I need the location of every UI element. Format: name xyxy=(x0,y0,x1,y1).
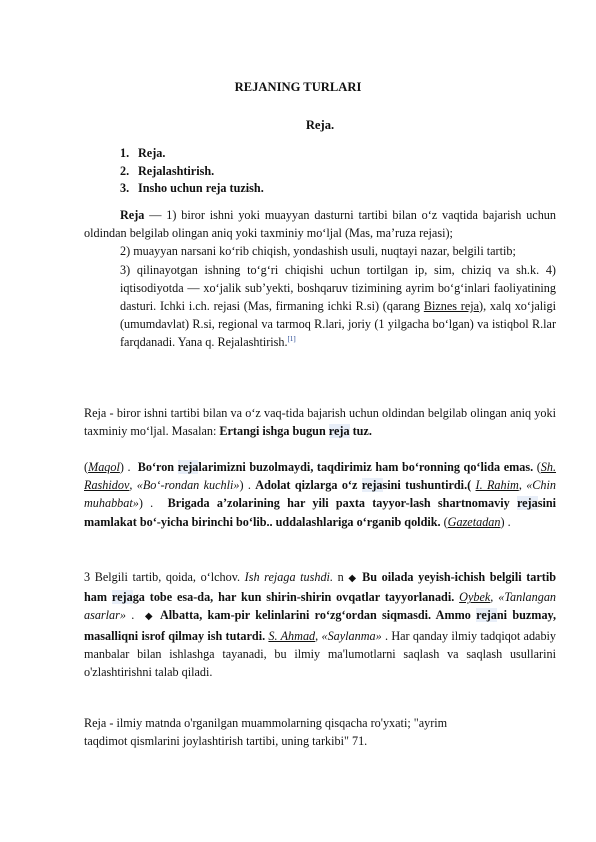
list-item: 3. Insho uchun reja tuzish. xyxy=(120,181,264,195)
author-link[interactable]: I. Rahim xyxy=(475,478,519,493)
diamond-icon: ◆ xyxy=(144,611,155,623)
definition-p3: 3) qilinayotgan ishning to‘g‘ri chiqishi uchun tortilgan ip, sim, chiziq va sh.k. 4) iqtisodiyotda — xo‘jalik sub’yekti, boshqaruv tizimining ayrim bo‘g‘inlari faoliyatining dasturi. Ichki i.ch. rejasi (Mas, firmaning ichki R.si) (qarang Biznes reja), xalq xo‘jaligi (umumdavlat) R.si, regional va tarmoq R.lari, joriy (1 yilgacha bo‘lgan) va istiqbol R.lar farqdanadi. Yana q. Rejalashtirish.[1] xyxy=(120,262,556,350)
paragraph-3: 3 Belgili tartib, qoida, o‘lchov. Ish rejaga tushdi. n ◆ Bu oilada yeyish-ichish belgili tartib ham rejaga tobe esa-da, har kun shirin-shirin ovqatlar tayyorlanadi. Oybek, «Tanlangan asarlar» . ◆ Albatta, kam-pir kelinlarini ro‘zg‘ordan siqmasdi. Ammo rejani buzmay, masalliqni isrof qilmay ish tutardi. S. Ahmad, «Saylanma» . Har qanday ilmiy tadqiqot adabiy manbalar bilan ishlashga tayanadi, bu ilmiy ma'lumotlarni saqlash va saqlash usullarini o'zlashtirishni talab qiladi. xyxy=(84,570,557,680)
page-subtitle: Reja. xyxy=(305,118,335,132)
plan-list xyxy=(120,144,264,197)
paragraph-1: Reja - biror ishni tartibi bilan va o‘z vaq-tida bajarish uchun oldindan belgilab olingan aniq yoki taxminiy mo‘ljal. Masalan: Ertangi ishga bugun reja tuz. xyxy=(84,406,556,439)
biznes-reja-link[interactable]: Biznes reja xyxy=(423,299,480,314)
definition-p2: 2) muayyan narsani ko‘rib chiqish, yondashish usuli, nuqtayi nazar, belgili tartib; xyxy=(120,244,516,259)
source-link[interactable]: Maqol xyxy=(88,460,120,474)
diamond-icon: ◆ xyxy=(348,573,358,584)
paragraph-4: Reja - ilmiy matnda o'rganilgan muammolarning qisqacha ro'yxati; "ayrim taqdimot qismlarini joylashtirish tartibi, uning tarkibi" 71. xyxy=(84,716,448,749)
definition-p1: Reja — 1) biror ishni yoki muayyan dasturni tartibi bilan o‘z vaqtida bajarish uchun oldindan belgilab olingan aniq yoki taxminiy mo‘ljal (Mas, ma’ruza rejasi); xyxy=(84,208,556,241)
paragraph-2: (Maqol) . Bo‘ron rejalarimizni buzolmaydi, taqdirimiz ham bo‘ronning qo‘lida emas. (Sh. Rashidov, «Bo‘-rondan kuchli») . Adolat qizlarga o‘z rejasini tushuntirdi.( I. Rahim, «Chin muhabbat») . Brigada a’zolarining har yili paxta tayyor-lash shartnomaviy rejasini mamlakat bo‘-yicha birinchi bo‘lib.. uddalashlariga o‘rganib qoldik. (Gazetadan) . xyxy=(84,460,557,529)
source-link[interactable]: Gazetadan xyxy=(447,514,501,529)
author-link[interactable]: Sh. Rashidov xyxy=(84,460,557,493)
page-title: REJANING TURLARI xyxy=(234,80,362,94)
definition-block xyxy=(84,206,556,352)
author-link[interactable]: S. Ahmad xyxy=(268,628,316,643)
author-link[interactable]: Oybek xyxy=(459,590,491,605)
list-item: 1. Reja. xyxy=(120,146,166,160)
footnote-ref[interactable]: [1] xyxy=(287,335,296,344)
list-item: 2. Rejalashtirish. xyxy=(120,163,215,178)
